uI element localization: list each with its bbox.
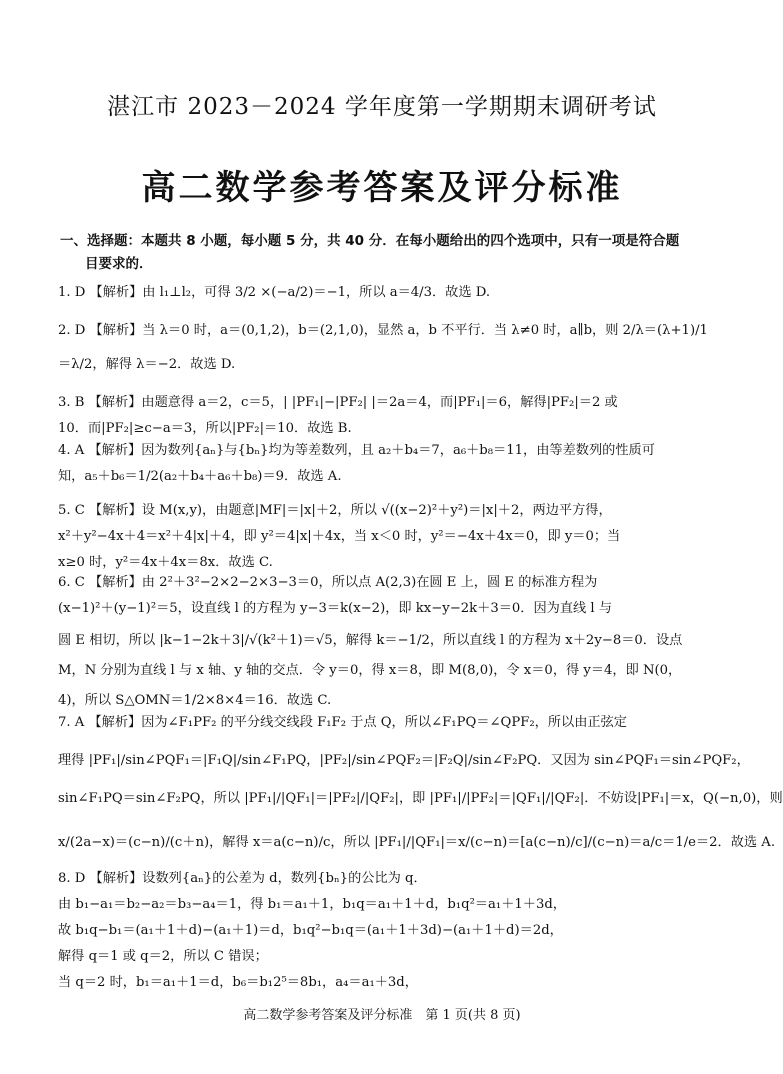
answer-line: 10．而|PF₂|≥c−a＝3，所以|PF₂|＝10．故选 B.: [58, 421, 352, 436]
answer-line: 当 q＝2 时，b₁＝a₁＋1＝d，b₆＝b₁2⁵＝8b₁，a₄＝a₁＋3d，: [58, 975, 418, 990]
answer-line: 理得 |PF₁|/sin∠PQF₁＝|F₁Q|/sin∠F₁PQ，|PF₂|/sin∠PQF₂＝|F₂Q|/sin∠F₂PQ．又因为 sin∠PQF₁＝sin∠PQF₂，: [58, 753, 750, 768]
section-heading-line1: 一、选择题：本题共 8 小题，每小题 5 分，共 40 分．在每小题给出的四个选项中，只有一项是符合题: [60, 233, 680, 249]
answer-line: 6. C 【解析】由 2²＋3²−2×2−2×3−3＝0，所以点 A(2,3)在圆 E 上，圆 E 的标准方程为: [58, 575, 598, 590]
answer-line: sin∠F₁PQ＝sin∠F₂PQ，所以 |PF₁|/|QF₁|＝|PF₂|/|QF₂|，即 |PF₁|/|PF₂|＝|QF₁|/|QF₂|．不妨设|PF₁|＝x，Q(−n,0)，则: [58, 791, 783, 806]
page-footer: 高二数学参考答案及评分标准 第 1 页(共 8 页): [243, 1008, 521, 1023]
answer-line: 故 b₁q−b₁＝(a₁＋1＋d)−(a₁＋1)＝d，b₁q²−b₁q＝(a₁＋1＋3d)−(a₁＋1＋d)＝2d，: [58, 923, 563, 938]
answer-line: x²＋y²−4x＋4＝x²＋4|x|＋4，即 y²＝4|x|＋4x，当 x＜0 时，y²＝−4x＋4x＝0，即 y＝0；当: [58, 529, 621, 544]
document-subtitle: 高二数学参考答案及评分标准: [141, 168, 623, 208]
answer-line: 4)，所以 S△OMN＝1/2×8×4＝16．故选 C.: [58, 693, 332, 708]
answer-line: 2. D 【解析】当 λ＝0 时，a＝(0,1,2)，b＝(2,1,0)，显然 a，b 不平行．当 λ≠0 时，a∥b，则 2/λ＝(λ+1)/1: [58, 323, 708, 338]
answer-line: 1. D 【解析】由 l₁⊥l₂，可得 3/2 ×(−a/2)＝−1，所以 a＝4/3．故选 D.: [58, 285, 491, 300]
answer-item-6: [58, 570, 708, 714]
answer-line: 由 b₁−a₁＝b₂−a₂＝b₃−a₄＝1，得 b₁＝a₁＋1，b₁q＝a₁＋1＋d，b₁q²＝a₁＋1＋3d，: [58, 897, 566, 912]
answer-line: 圆 E 相切，所以 |k−1−2k＋3|/√(k²＋1)＝√5，解得 k＝−1/2，所以直线 l 的方程为 x＋2y−8＝0．设点: [58, 633, 683, 648]
answer-line: x/(2a−x)＝(c−n)/(c＋n)，解得 x＝a(c−n)/c，所以 |PF₁|/|QF₁|＝x/(c−n)＝[a(c−n)/c]/(c−n)＝a/c＝1/e＝2．故选 A.: [58, 835, 776, 850]
answer-line: x≥0 时，y²＝4x＋4x＝8x．故选 C.: [58, 555, 273, 570]
answer-item-7: [58, 710, 783, 856]
answer-item-5: [58, 498, 708, 576]
answer-line: 知，a₅＋b₆＝1/2(a₂＋b₄＋a₆＋b₈)＝9．故选 A.: [58, 469, 342, 484]
answer-item-8: [58, 866, 708, 996]
section-heading-line2: 目要求的．: [85, 256, 153, 272]
answer-line: 4. A 【解析】因为数列{aₙ}与{bₙ}均为等差数列，且 a₂＋b₄＝7，a₆＋b₈＝11，由等差数列的性质可: [58, 443, 655, 458]
answer-line: M，N 分别为直线 l 与 x 轴、y 轴的交点．令 y＝0，得 x＝8，即 M(8,0)，令 x＝0，得 y＝4，即 N(0，: [58, 663, 682, 678]
answer-line: (x−1)²＋(y−1)²＝5，设直线 l 的方程为 y−3＝k(x−2)，即 kx−y−2k＋3＝0．因为直线 l 与: [58, 601, 613, 616]
answer-item-2: [58, 318, 708, 378]
answer-item-3: [58, 390, 708, 442]
answer-item-4: [58, 438, 708, 490]
answer-line: ＝λ/2，解得 λ＝−2．故选 D.: [58, 357, 236, 372]
answer-line: 解得 q＝1 或 q＝2，所以 C 错误；: [58, 949, 268, 964]
exam-title: 湛江市 2023－2024 学年度第一学期期末调研考试: [107, 94, 657, 120]
answer-line: 7. A 【解析】因为∠F₁PF₂ 的平分线交线段 F₁F₂ 于点 Q，所以∠F₁PQ＝∠QPF₂，所以由正弦定: [58, 715, 627, 730]
section-heading: [60, 230, 710, 276]
answer-line: 8. D 【解析】设数列{aₙ}的公差为 d，数列{bₙ}的公比为 q．: [58, 871, 427, 886]
answer-item-1: [58, 280, 708, 306]
answer-line: 3. B 【解析】由题意得 a＝2，c＝5，| |PF₁|−|PF₂| |＝2a＝4，而|PF₁|＝6，解得|PF₂|＝2 或: [58, 395, 618, 410]
answer-line: 5. C 【解析】设 M(x,y)，由题意|MF|＝|x|＋2，所以 √((x−2)²＋y²)＝|x|＋2，两边平方得，: [58, 503, 612, 518]
